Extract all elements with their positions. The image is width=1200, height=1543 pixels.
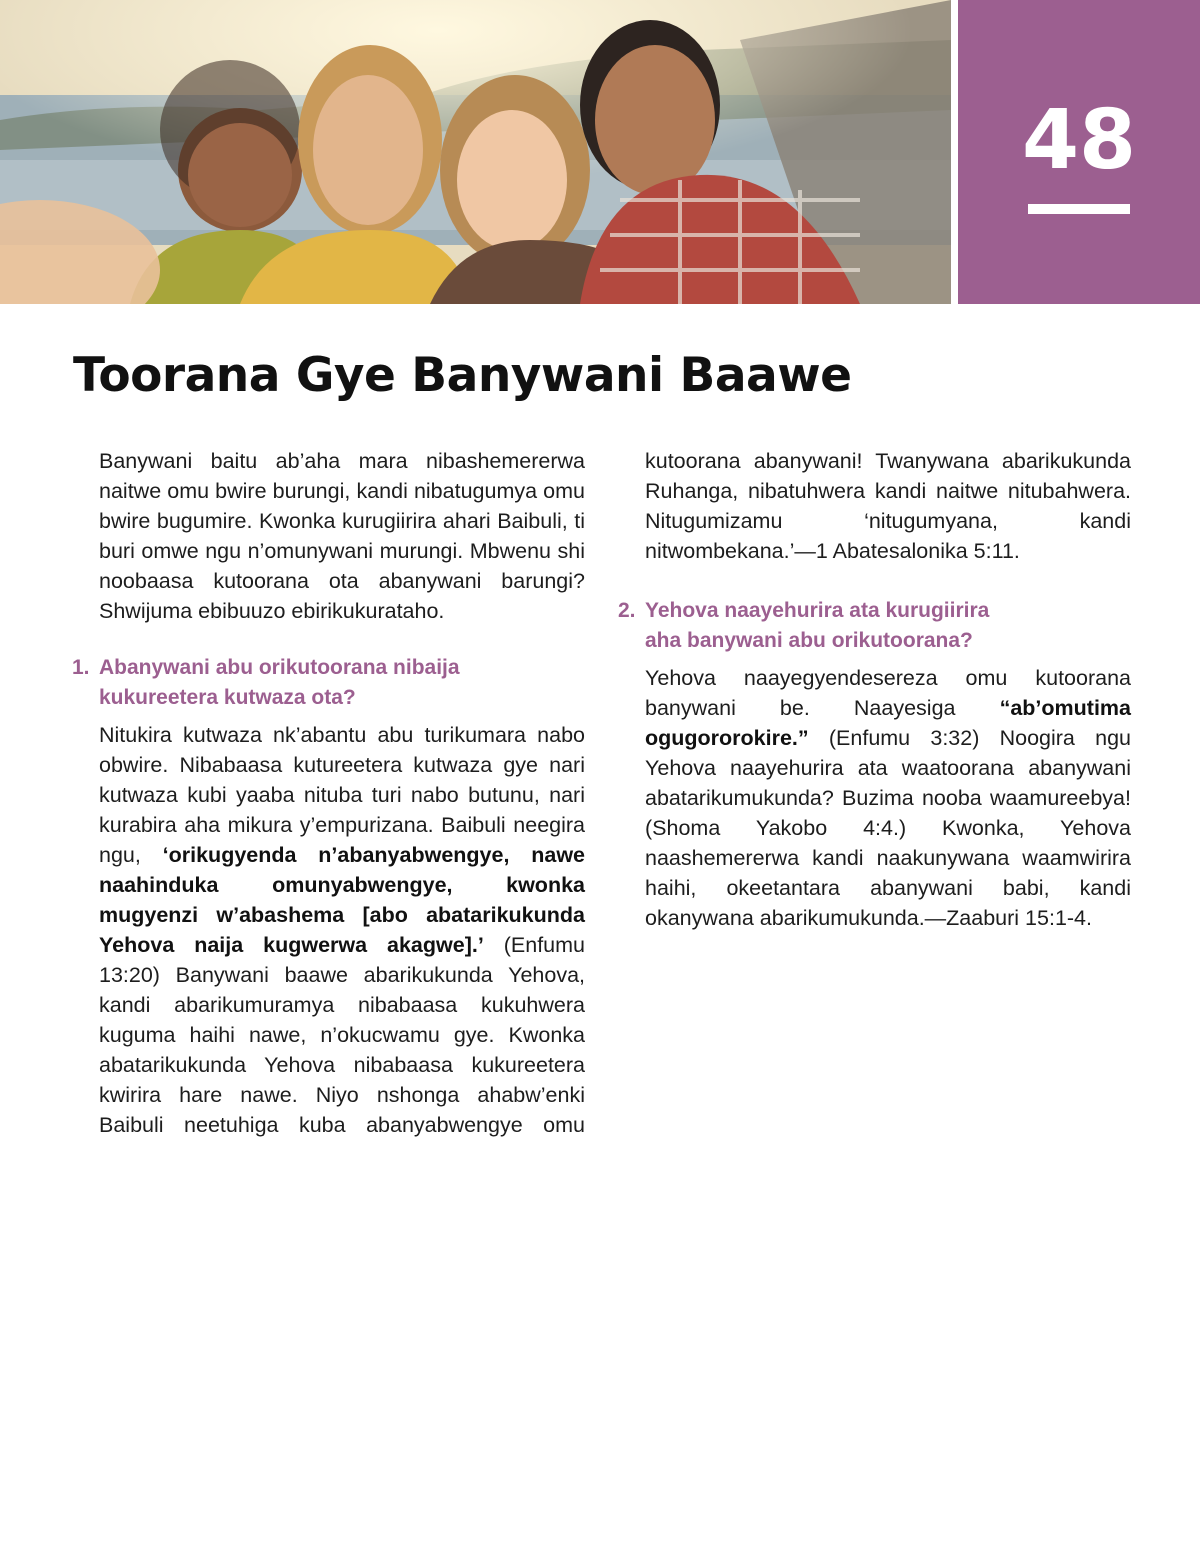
page-title: Toorana Gye Banywani Baawe bbox=[73, 348, 852, 403]
answer-1-continued: kutoorana abanywani! Twanywana abarikukunda Ruhanga, nibatuhwera kandi naitwe nitubahwera. Nitugumizamu ‘nitugumyana, kandi nitwombekana.’—1 Abatesalonika 5:11. bbox=[645, 449, 1131, 563]
question-1-line-1: Abanywani abu orikutoorana nibaija bbox=[99, 656, 460, 679]
question-1-line-2: kukureetera kutwaza ota? bbox=[99, 685, 356, 709]
lesson-number-box bbox=[958, 0, 1200, 304]
answer-2-text-a: Yehova naayegyendesereza omu kutoorana banywani be. Naayesiga bbox=[645, 666, 1131, 720]
group-selfie-illustration bbox=[0, 0, 951, 304]
answer-2-text-b: (Enfumu 3:32) Noogira ngu Yehova naayehurira ata waatoorana abanywani abatarikumukunda? Buzima nooba waamureebya! (Shoma Yakobo 4:4.) Kwonka, Yehova naashemererwa kandi naakunywana waamwirira haihi, okeetantara abanywani babi, kandi okanywana abarikumukunda.—Zaaburi 15:1-4. bbox=[645, 726, 1131, 930]
left-column bbox=[72, 446, 585, 1140]
question-2-line-1: Yehova naayehurira ata kurugiirira bbox=[645, 599, 990, 622]
answer-1-text-a: Nitukira kutwaza nk’abantu abu turikumara nabo obwire. Nibabaasa kutureetera kutwaza gye nari kutwaza kubi yaaba nituba turi nabo butunu, nari kurabira aha mikura y’empurizana. Baibuli neegira ngu, bbox=[99, 723, 585, 867]
answer-1-paragraph bbox=[99, 720, 585, 1140]
right-column bbox=[618, 446, 1131, 933]
answer-2-paragraph bbox=[645, 663, 1131, 933]
header-photo bbox=[0, 0, 951, 304]
question-2-number: 2. bbox=[618, 599, 636, 622]
intro-paragraph: Banywani baitu ab’aha mara nibashemererwa naitwe omu bwire burungi, kandi nibatugumya omu bwire bugumire. Kwonka kurugiirira ahari Baibuli, ti buri omwe ngu n’omunywani murungi. Mbwenu shi noobaasa kutoorana ota abanywani barungi? Shwijuma ebibuuzo ebirikukurataho. bbox=[99, 449, 585, 623]
question-2 bbox=[618, 596, 1131, 655]
question-2-line-2: aha banywani abu orikutoorana? bbox=[645, 628, 973, 652]
question-1 bbox=[72, 653, 585, 712]
answer-1-text-b: (Enfumu 13:20) Banywani baawe abarikukunda Yehova, kandi abarikumuramya nibabaasa kukuhwera kuguma haihi nawe, n’okucwamu gye. Kwonka abatarikukunda Yehova nibabaasa kukureetera kwirira hare nawe. Niyo nshonga ahabw’enki Baibuli neetuhiga kuba abanyabwengye omu bbox=[99, 933, 585, 1137]
answer-1-quote: ‘orikugyenda n’abanyabwengye, nawe naahinduka omunyabwengye, kwonka mugyenzi w’abashema [abo abatarikukunda Yehova naija kugwerwa akagwe].’ bbox=[99, 843, 585, 957]
question-1-number: 1. bbox=[72, 656, 90, 679]
answer-2-quote: “ab’omutima ogugororokire.” bbox=[645, 696, 1131, 750]
lesson-number: 48 bbox=[1021, 93, 1137, 188]
lesson-number-underline bbox=[1028, 204, 1130, 214]
